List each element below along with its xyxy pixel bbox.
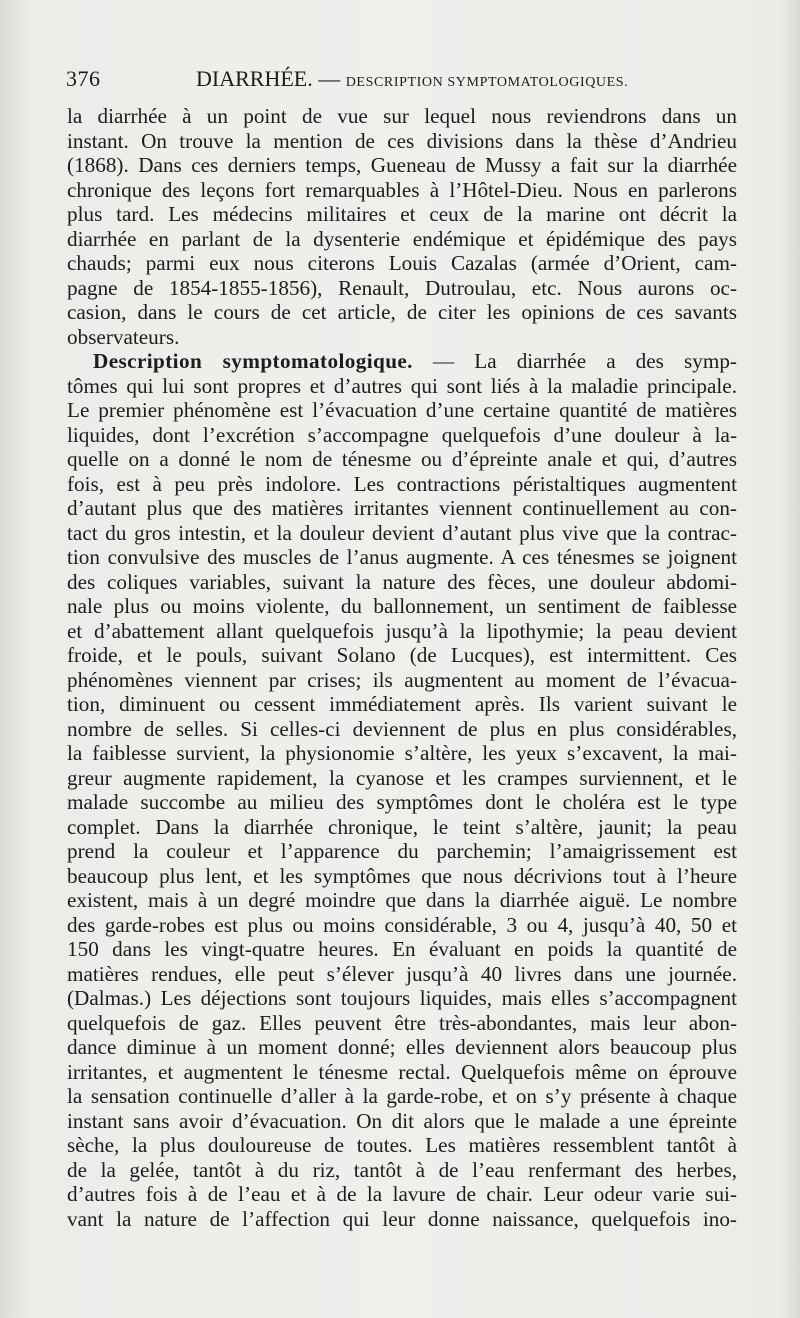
text-line: quelle on a donné le nom de ténesme ou d’épreinte anale et qui, d’autres [67, 447, 737, 471]
text-line: liquides, dont l’excrétion s’accompagne quelquefois d’une douleur à la- [67, 422, 737, 447]
text-line: la sensation continuelle d’aller à la garde-robe, et on s’y présente à chaque [67, 1084, 737, 1108]
text-line: existent, mais à un degré moindre que dans la diarrhée aiguë. Le nombre [67, 888, 737, 912]
text-line: dance diminue à un moment donné; elles deviennent alors beaucoup plus [67, 1035, 737, 1059]
text-line: Le premier phénomène est l’évacuation d’une certaine quantité de matières [67, 398, 737, 422]
text-line: observateurs. [67, 324, 180, 349]
text-line: fois, est à peu près indolore. Les contractions péristaltiques augmentent [67, 471, 737, 496]
running-header [66, 66, 740, 100]
text-line: pagne de 1854-1855-1856), Renault, Dutroulau, etc. Nous aurons oc- [67, 275, 737, 300]
text-line: chauds; parmi eux nous citerons Louis Cazalas (armée d’Orient, cam- [67, 251, 737, 275]
text-line: tômes qui lui sont propres et d’autres qui sont liés à la maladie principale. [67, 373, 737, 398]
text-line: malade succombe au milieu des symptômes dont le choléra est le type [67, 790, 737, 814]
section-first-line-text: — La diarrhée a des symp- [412, 349, 737, 373]
text-line: tact du gros intestin, et la douleur devient d’autant plus vive que la contrac- [67, 520, 737, 545]
text-line: instant sans avoir d’évacuation. On dit alors que le malade a une épreinte [67, 1108, 737, 1133]
text-line: sèche, la plus douloureuse de toutes. Les matières ressemblent tantôt à [67, 1133, 737, 1157]
page-number: 376 [66, 66, 101, 91]
text-line: matières rendues, elle peut s’élever jusqu’à 40 livres dans une journée. [67, 961, 737, 986]
text-line: d’autres fois à de l’eau et à de la lavure de chair. Leur odeur varie sui- [67, 1182, 737, 1206]
text-line: tion convulsive des muscles de l’anus augmente. A ces ténesmes se joignent [67, 545, 737, 569]
section-first-line [67, 349, 737, 374]
text-line: diarrhée en parlant de la dysenterie endémique et épidémique des pays [67, 226, 737, 251]
text-line: complet. Dans la diarrhée chronique, le teint s’altère, jaunit; la peau [67, 814, 737, 839]
text-line: la faiblesse survient, la physionomie s’altère, les yeux s’excavent, la mai- [67, 741, 737, 765]
text-line: froide, et le pouls, suivant Solano (de Lucques), est intermittent. Ces [67, 643, 737, 667]
text-line: instant. On trouve la mention de ces divisions dans la thèse d’Andrieu [67, 128, 737, 153]
text-line: greur augmente rapidement, la cyanose et les crampes surviennent, et le [67, 765, 737, 790]
text-line: chronique des leçons fort remarquables à l’Hôtel-Dieu. Nous en parlerons [67, 177, 737, 202]
text-line: la diarrhée à un point de vue sur lequel nous reviendrons dans un [67, 104, 737, 128]
text-line: d’autant plus que des matières irritantes viennent continuellement au con- [67, 496, 737, 520]
running-title-main: DIARRHÉE. — [196, 66, 341, 91]
text-line: prend la couleur et l’apparence du parchemin; l’amaigrissement est [67, 839, 737, 863]
text-line: casion, dans le cours de cet article, de citer les opinions de ces savants [67, 300, 737, 324]
text-line: nombre de selles. Si celles-ci deviennent de plus en plus considérables, [67, 716, 737, 741]
text-line: plus tard. Les médecins militaires et ceux de la marine ont décrit la [67, 202, 737, 226]
text-line: 150 dans les vingt-quatre heures. En évaluant en poids la quantité de [67, 937, 737, 961]
text-line: tion, diminuent ou cessent immédiatement après. Ils varient suivant le [67, 692, 737, 716]
text-line: nale plus ou moins violente, du ballonnement, un sentiment de faiblesse [67, 594, 737, 618]
body-text [67, 104, 737, 1231]
text-line: et d’abattement allant quelquefois jusqu’à la lipothymie; la peau devient [67, 618, 737, 643]
text-line: (1868). Dans ces derniers temps, Gueneau de Mussy a fait sur la diarrhée [67, 153, 737, 177]
section-heading: Description symptomatologique. [93, 349, 413, 373]
running-title-sub: DESCRIPTION SYMPTOMATOLOGIQUES. [345, 75, 629, 90]
text-line: des garde-robes est plus ou moins considérable, 3 ou 4, jusqu’à 40, 50 et [67, 912, 737, 937]
text-line: phénomènes viennent par crises; ils augmentent au moment de l’évacua- [67, 667, 737, 692]
running-title [196, 66, 628, 92]
text-line: vant la nature de l’affection qui leur donne naissance, quelquefois ino- [67, 1206, 737, 1231]
text-line: de la gelée, tantôt à du riz, tantôt à de l’eau renfermant des herbes, [67, 1157, 737, 1182]
text-line: (Dalmas.) Les déjections sont toujours liquides, mais elles s’accompagnent [67, 986, 737, 1010]
text-line: quelquefois de gaz. Elles peuvent être très-abondantes, mais leur abon- [67, 1010, 737, 1035]
text-line: irritantes, et augmentent le ténesme rectal. Quelquefois même on éprouve [67, 1059, 737, 1084]
text-line: des coliques variables, suivant la nature des fèces, une douleur abdomi- [67, 569, 737, 594]
text-line: beaucoup plus lent, et les symptômes que nous décrivions tout à l’heure [67, 863, 737, 888]
